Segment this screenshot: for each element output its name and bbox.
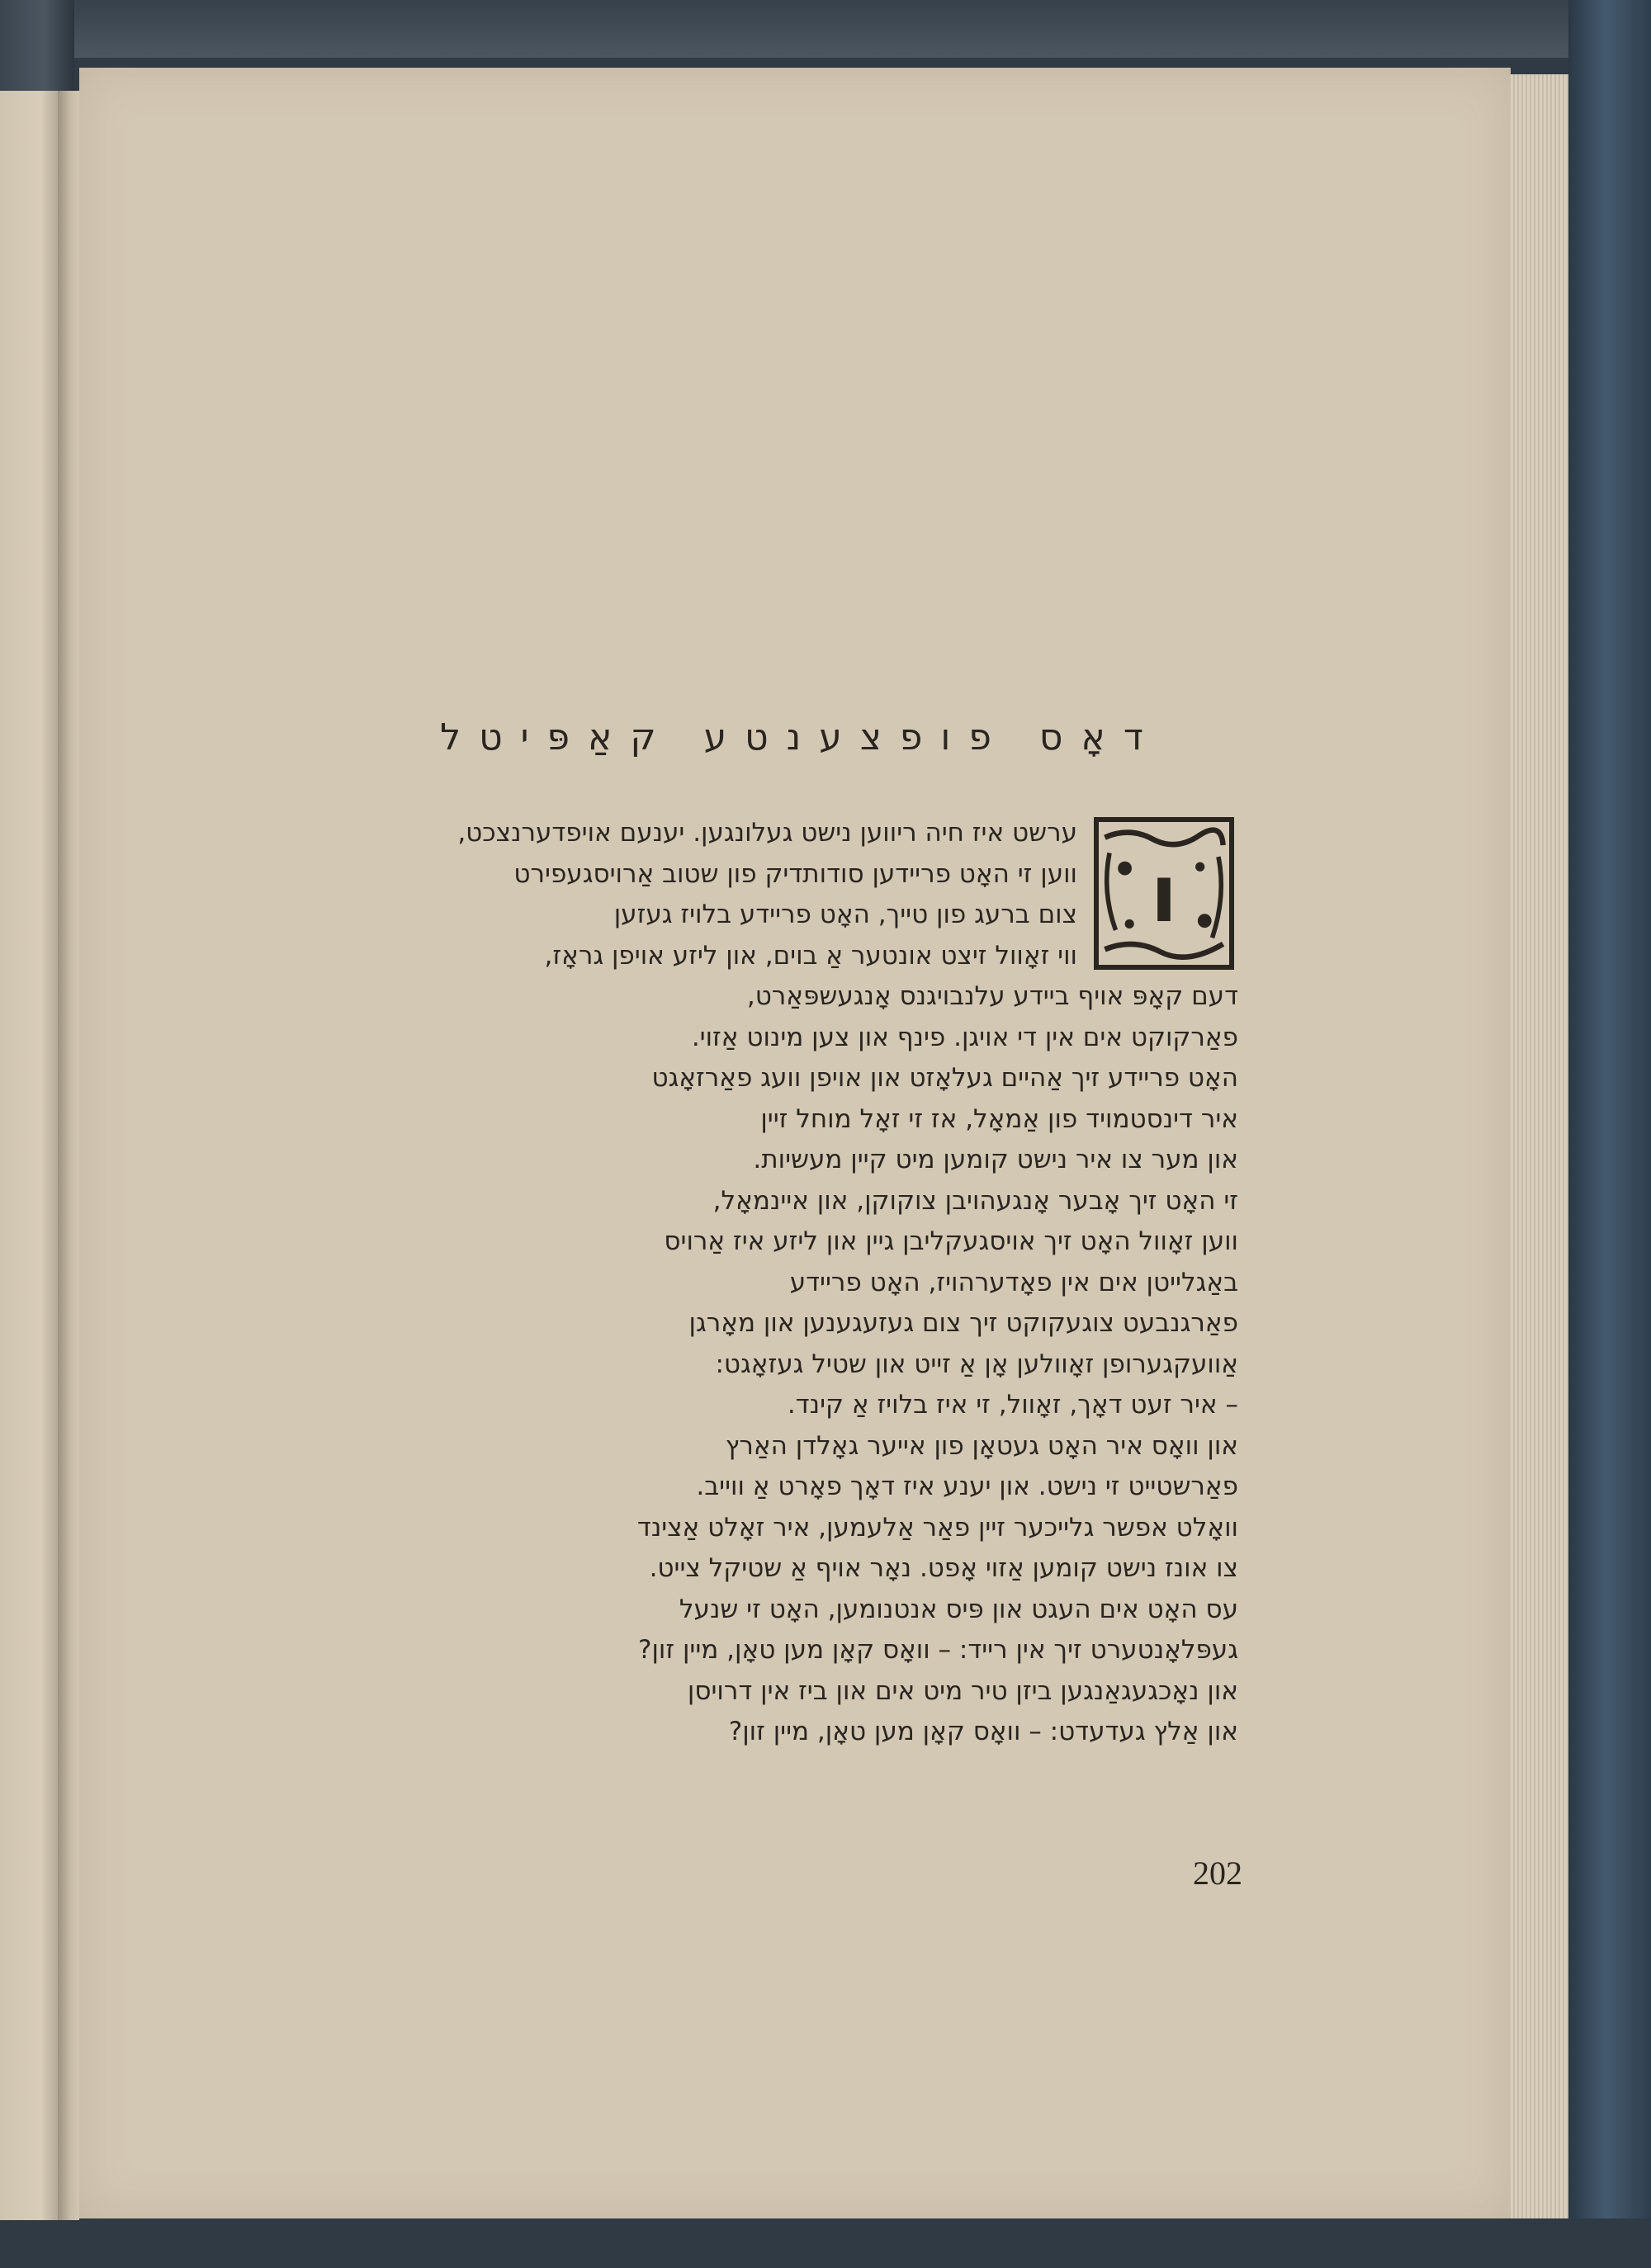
text-line: און נאָכגעגאַנגען ביזן טיר מיט אים און ביז אין דרויסן bbox=[687, 1675, 1238, 1706]
chapter-title: דאָס פופצענטע קאַפּיטל bbox=[440, 716, 1161, 758]
drop-cap-letter: ו bbox=[1150, 847, 1178, 940]
text-line: און וואָס איר האָט געטאָן פון אייער גאָלדן האַרץ bbox=[725, 1430, 1238, 1461]
text-line: געפּלאָנטערט זיך אין רייד: – וואָס קאָן מען טאָן, מיין זון? bbox=[638, 1635, 1238, 1665]
text-line: עס האָט אים העגט און פּיס אנטנומען, האָט זי שנעל bbox=[679, 1594, 1238, 1624]
book-cover-top bbox=[0, 0, 1651, 58]
text-line: זי האָט זיך אָבער אָנגעהויבן צוקוקן, און איינמאָל, bbox=[712, 1185, 1238, 1216]
text-line: פאַרקוקט אים אין די אויגן. פינף און צען מינוט אַזוי. bbox=[691, 1022, 1238, 1052]
text-line: איר דינסטמויד פון אַמאָל, אז זי זאָל מוחל זיין bbox=[760, 1103, 1238, 1134]
text-line: און אַלץ געדעדט: – וואָס קאָן מען טאָן, מיין זון? bbox=[728, 1717, 1238, 1746]
text-line: וואָלט אפשר גלייכער זיין פאַר אַלעמען, איר זאָלט אַצינד bbox=[636, 1512, 1238, 1543]
text-line: צו אונז נישט קומען אַזוי אָפט. נאָר אויף אַ שטיקל צייט. bbox=[649, 1553, 1238, 1583]
text-line: און מער צו איר נישט קומען מיט קיין מעשיות. bbox=[753, 1145, 1238, 1174]
text-line: – איר זעט דאָך, זאָוול, זי איז בלויז אַ קינד. bbox=[787, 1390, 1238, 1420]
text-line: ערשט איז חיה ריווען נישט געלונגען. יענעם אויפדערנצכט, bbox=[457, 818, 1077, 848]
text-line: ווען זאָוול האָט זיך אויסגעקליבן גיין און ליזע איז אַרויס bbox=[664, 1226, 1238, 1256]
text-line: פאַרגנבעט צוגעקוקט זיך צום געזעגענען און מאָרגן bbox=[688, 1308, 1238, 1338]
previous-page-edge bbox=[0, 91, 58, 2220]
book-cover-right bbox=[1568, 0, 1651, 2268]
text-line: פאַרשטייט זי נישט. און יענע איז דאָך פאָרט אַ ווייב. bbox=[696, 1472, 1238, 1501]
text-line: באַגלייטן אים אין פאָדערהויז, האָט פריידע bbox=[789, 1267, 1238, 1297]
text-line: האָט פריידע זיך אַהיים געלאָזט און אויפן וועג פאַרזאָגט bbox=[651, 1063, 1238, 1093]
text-line: ווען זי האָט פריידען סודותדיק פון שטוב אַרויסגעפירט bbox=[513, 858, 1077, 889]
book-gutter bbox=[58, 91, 79, 2220]
page-edges bbox=[1511, 74, 1568, 2218]
page-number: 202 bbox=[1193, 1855, 1242, 1892]
drop-cap-ornament bbox=[1094, 817, 1234, 970]
text-line: צום ברעג פון טייך, האָט פריידע בלויז געזען bbox=[613, 900, 1077, 929]
text-line: דעם קאָפּ אויף ביידע עלנבויגנס אָנגעשפּאַרט, bbox=[746, 981, 1238, 1011]
text-line: אַוועקגערופן זאָוולען אָן אַ זייט און שטיל געזאָגט: bbox=[715, 1349, 1238, 1379]
text-line: ווי זאָוול זיצט אונטער אַ בוים, און ליזע אויפן גראָז, bbox=[544, 940, 1077, 971]
book-cover-bottom bbox=[0, 2218, 1651, 2268]
